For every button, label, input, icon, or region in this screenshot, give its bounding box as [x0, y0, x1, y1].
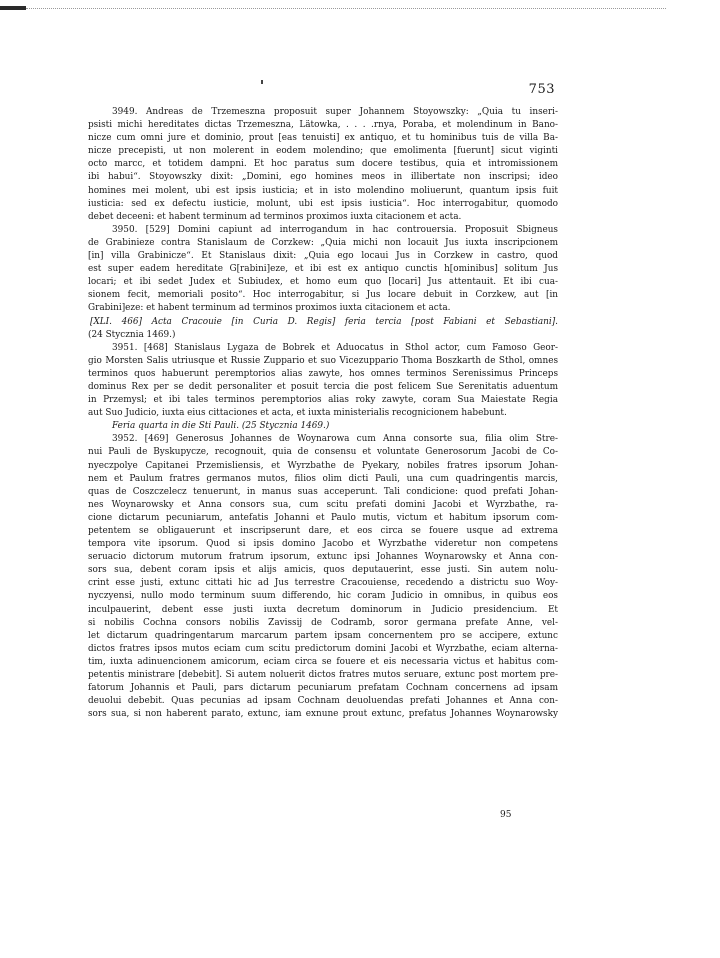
text-line: (24 Stycznia 1469.): [88, 329, 176, 340]
text-line: 3950. [529] Domini capiunt ad interrogandum in hac controuersia. Proposuit Sbigneus: [112, 224, 558, 235]
scan-speck: [261, 80, 263, 84]
text-line: nicze precepisti, ut non molerent in eodem molendino; que emolimenta [fuerunt] sicut viginti: [88, 146, 558, 157]
text-line: gio Morsten Salis utriusque et Russie Zuppario et suo Vicezuppario Thoma Boszkarth de Sthol, omnes: [88, 355, 558, 366]
text-line: tempora vite ipsorum. Quod si ipsis domino Jacobo et Wyrzbathe videretur non competens: [88, 539, 558, 550]
text-line: nyeczpolye Capitanei Przemisliensis, et Wyrzbathe de Pyekary, nobiles fratres ipsorum Johan-: [88, 460, 558, 471]
text-line: nes Woynarowsky et Anna consors sua, cum scitu prefati domini Jacobi et Wyrzbathe, ra-: [88, 499, 558, 510]
text-line: crint esse justi, extunc cittati hic ad Jus terrestre Cracouiense, recedendo a districtu suo Woy-: [88, 578, 558, 589]
text-line: nicze cum omni jure et dominio, prout [eas tenuisti] ex antiquo, et tu hominibus tuis de villa Ba-: [88, 133, 558, 144]
text-line: 3951. [468] Stanislaus Lygaza de Bobrek et Aduocatus in Sthol actor, cum Famoso Geor-: [112, 342, 558, 353]
text-line: nyczyensi, nullo modo terminum suum differendo, hic coram Judicio in omnibus, in quibus eos: [88, 591, 558, 602]
text-line: petentem se obligauerunt et inscripserunt dare, et eos circa se fouere usque ad extrema: [88, 526, 558, 536]
text-line: octo marcc, et totidem dampni. Et hoc paratus sum docere testibus, quia et intromissionem: [88, 159, 558, 170]
text-line: 3949. Andreas de Trzemeszna proposuit super Johannem Stoyowszky: „Quia tu inseri-: [112, 107, 558, 117]
text-line: sors sua, si non haberent parato, extunc, iam exnune prout extunc, prefatus Johannes Woynarowsky: [88, 709, 558, 720]
text-line: dominus Rex per se dedit personaliter et posuit tercia die post felicem Sue Serenitatis aduentum: [88, 381, 558, 392]
text-line: tim, iuxta adinuencionem amicorum, eciam circa se fouere et eis necessaria victus et habitus com-: [88, 656, 558, 667]
text-line: [XLI. 466] Acta Cracouie [in Curia D. Regis] feria tercia [post Fabiani et Sebastiani].: [90, 316, 558, 327]
text-line: terminos quos habuerunt peremptorios alias zawyte, hos omnes terminos Serenissimus Princeps: [88, 368, 558, 379]
text-line: aut Suo Judicio, iuxta eius cittaciones et acta, et iuxta ministerialis recognicionem habebunt.: [88, 408, 507, 419]
text-line: psisti michi hereditates dictas Trzemeszna, Lätowka, . . . .rnya, Poraba, et molendinum in Bano-: [88, 120, 558, 131]
text-line: iusticia: sed ex defectu iusticie, molunt, ubi est ipsis iusticia“. Hoc interrogabitur, quomodo: [88, 198, 558, 209]
text-line: nui Pauli de Byskupycze, recognouit, quia de consensu et voluntate Generosorum Jacobi de Co-: [88, 447, 558, 458]
text-line: est super eadem hereditate G[rabini]eze, et ibi est ex antiquo cunctis h[ominibus] solitum Jus: [88, 264, 558, 275]
text-line: Grabini]eze: et habent terminum ad terminos proximos iuxta citacionem et acta.: [88, 303, 451, 314]
text-line: in Przemysl; et ibi tales terminos peremptorios alias roky zawyte, coram Sua Maiestate Regia: [88, 395, 558, 406]
text-line: dictos fratres ipsos mutos eciam cum scitu predictorum domini Jacobi et Wyrzbathe, eciam alterna-: [88, 643, 558, 654]
text-line: Feria quarta in die Sti Pauli. (25 Stycznia 1469.): [112, 421, 330, 432]
text-line: let dictarum quadringentarum marcarum partem ipsam concernentem pro se accipere, extunc: [88, 630, 558, 641]
scan-edge-mark: [0, 6, 26, 10]
text-line: seruacio dictorum mutorum fratrum ipsorum, extunc ipsi Johannes Woynarowsky et Anna con-: [88, 552, 558, 563]
scan-top-rule: [26, 8, 666, 9]
text-line: inculpauerint, debent esse justi iuxta decretum dominorum in Judicio presidencium. Et: [88, 604, 558, 615]
text-line: fatorum Johannis et Pauli, pars dictarum pecuniarum prefatam Cochnam concernens ad ipsam: [88, 683, 558, 694]
text-line: deuolui debebit. Quas pecunias ad ipsam Cochnam deuoluendas prefati Johannes et Anna con-: [88, 696, 558, 707]
text-line: si nobilis Cochna consors nobilis Zavissij de Codramb, soror germana prefate Anne, vel-: [88, 617, 558, 628]
text-line: sionem fecit, memoriali posito“. Hoc interrogabitur, si Jus locare debuit in Corzkew, aut [in: [88, 290, 558, 301]
text-line: homines mei molent, ubi est ipsis iusticia; et in isto molendino moliuerunt, quantum ipsis fuit: [88, 185, 558, 196]
signature-mark: 95: [500, 810, 512, 820]
text-line: de Grabinieze contra Stanislaum de Corzkew: „Quia michi non locauit Jus iuxta inscripcionem: [88, 237, 558, 248]
text-line: debet deceeni: et habent terminum ad terminos proximos iuxta citacionem et acta.: [88, 211, 462, 222]
text-line: petentis ministrare [debebit]. Si autem noluerit dictos fratres mutos seruare, extunc post mortem pre-: [88, 670, 558, 681]
text-line: quas de Coszczelecz tenuerunt, in manus suas acceperunt. Tali condicione: quod prefati Johan-: [88, 486, 558, 497]
text-line: cione dictarum pecuniarum, antefatis Johanni et Paulo mutis, victum et habitum ipsorum com-: [88, 512, 558, 523]
text-line: 3952. [469] Generosus Johannes de Woynarowa cum Anna consorte sua, filia olim Stre-: [112, 434, 558, 445]
document-body: [88, 106, 558, 721]
text-line: locari; et ibi sedet Judex et Subiudex, et homo eum quo [locari] Jus attentauit. Et ibi cua-: [88, 277, 558, 288]
text-line: nem et Paulum fratres germanos mutos, filios olim dicti Pauli, una cum quadringentis marcis,: [88, 473, 558, 484]
text-line: ibi habui“. Stoyowszky dixit: „Domini, ego homines meos in illibertate non inscripsi; ideo: [88, 172, 558, 183]
text-line: [in] villa Grabinicze“. Et Stanislaus dixit: „Quia ego locaui Jus in Corzkew in castro, quod: [88, 251, 558, 262]
page-number: 753: [528, 82, 555, 97]
text-line: sors sua, debent coram ipsis et alijs amicis, quos deputauerint, esse justi. Sin autem nolu-: [88, 565, 558, 576]
